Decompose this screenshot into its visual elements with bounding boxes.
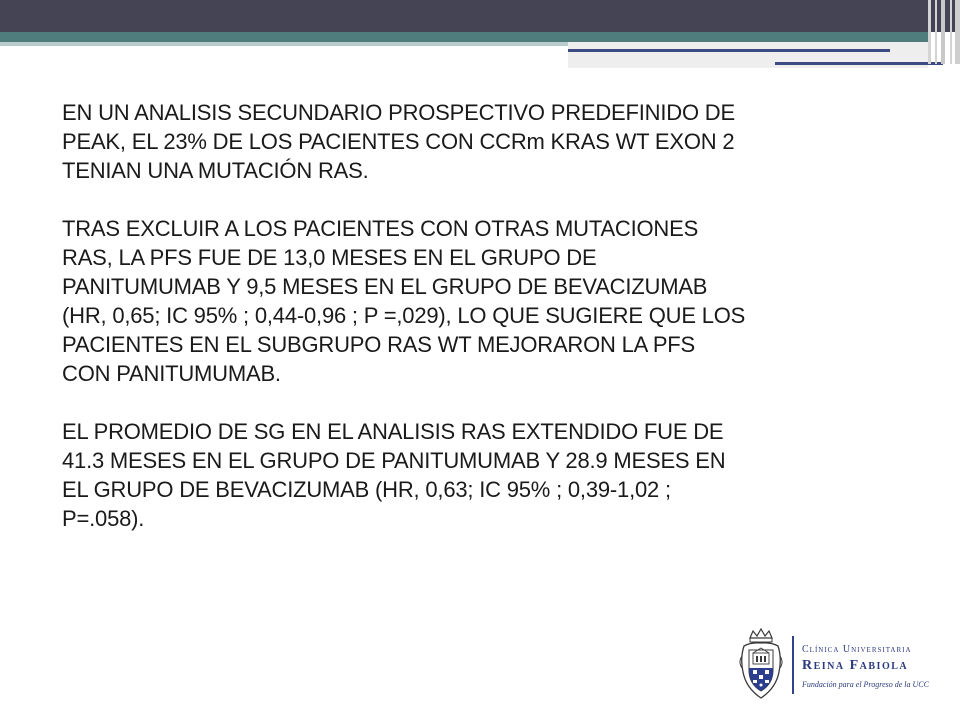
corner-rule [935,0,937,64]
logo-title-line2: Reina Fabiola [802,658,909,673]
paragraph-sg-results: EL PROMEDIO DE SG EN EL ANALISIS RAS EXTENDIDO FUE DE 41.3 MESES EN EL GRUPO DE PANITUMUMAB Y 28.9 MESES EN EL GRUPO DE BEVACIZUMAB (HR, 0,63; IC 95% ; 0,39-1,02 ; P=.058). [62,419,726,531]
header-rule-long [568,49,890,52]
logo-title-line1: Clínica Universitaria [802,644,912,655]
corner-rule [941,0,945,64]
paragraph-pfs-results: TRAS EXCLUIR A LOS PACIENTES CON OTRAS MUTACIONES RAS, LA PFS FUE DE 13,0 MESES EN EL GRUPO DE PANITUMUMAB Y 9,5 MESES EN EL GRUPO DE BEVACIZUMAB (HR, 0,65; IC 95% ; 0,44-0,96 ; P =,029), LO QUE SUGIERE QUE LOS PACIENTES EN EL SUBGRUPO RAS WT MEJORARON LA PFS CON PANITUMUMAB. [62,216,746,386]
slide-body [62,98,922,562]
logo-tagline: Fundación para el Progreso de la UCC [802,680,929,689]
header-accent-stripe [0,32,928,42]
corner-rule [950,0,952,64]
corner-rule [928,0,931,64]
paragraph-peak-analysis: EN UN ANALISIS SECUNDARIO PROSPECTIVO PREDEFINIDO DE PEAK, EL 23% DE LOS PACIENTES CON CCRm KRAS WT EXON 2 TENIAN UNA MUTACIÓN RAS. [62,100,735,183]
crest-icon [738,628,784,700]
clinic-logo [738,628,948,702]
corner-rule [955,0,960,64]
header-rule-short [775,62,943,65]
logo-divider [792,636,794,694]
header-bar [0,0,960,32]
